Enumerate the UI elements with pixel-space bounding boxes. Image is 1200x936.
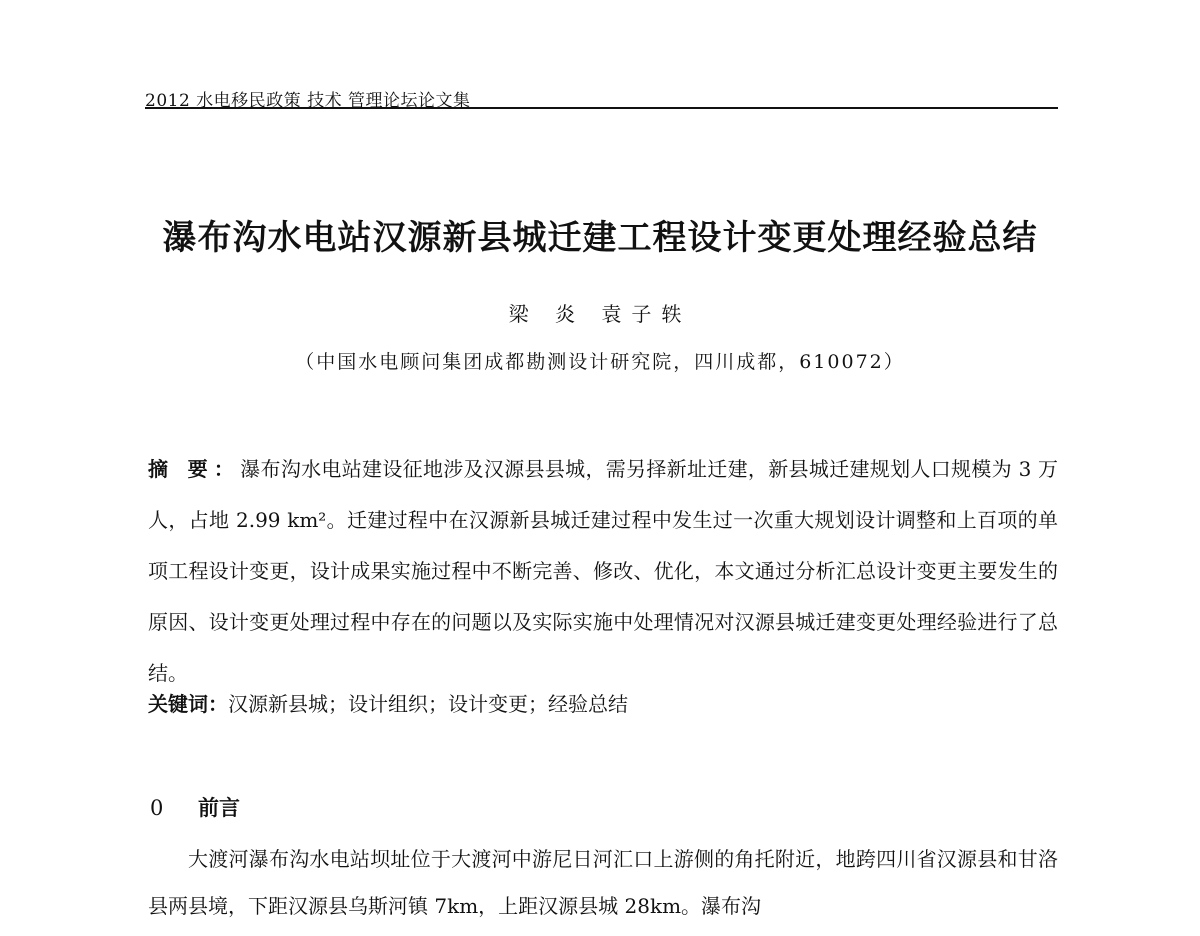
keywords	[148, 688, 1058, 717]
section-heading	[150, 792, 240, 822]
paper-authors: 梁 炎 袁子轶	[508, 302, 692, 326]
body-paragraph: 大渡河瀑布沟水电站坝址位于大渡河中游尼日河汇口上游侧的角托附近，地跨四川省汉源县和甘洛县两县境，下距汉源县乌斯河镇 7km，上距汉源县城 28km。瀑布沟	[148, 847, 1058, 918]
keywords-label: 关键词：	[148, 692, 228, 716]
abstract-text: 瀑布沟水电站建设征地涉及汉源县县城，需另择新址迁建，新县城迁建规划人口规模为 3 万人，占地 2.99 km²。迁建过程中在汉源新县城迁建过程中发生过一次重大规划设计调整和上百项的单项工程设计变更，设计成果实施过程中不断完善、修改、优化，本文通过分析汇总设计变更主要发生的原因、设计变更处理过程中存在的问题以及实际实施中处理情况对汉源县城迁建变更处理经验进行了总结。	[148, 457, 1058, 685]
header-rule	[145, 107, 1058, 109]
keywords-text: 汉源新县城；设计组织；设计变更；经验总结	[228, 692, 628, 716]
abstract	[148, 444, 1058, 699]
abstract-label: 摘 要：	[148, 457, 241, 481]
paper-affiliation: （中国水电顾问集团成都勘测设计研究院，四川成都，610072）	[295, 351, 905, 373]
section-number: 0	[150, 796, 164, 820]
section-title: 前言	[198, 795, 240, 820]
paper-title: 瀑布沟水电站汉源新县城迁建工程设计变更处理经验总结	[162, 218, 1038, 258]
running-header: 2012 水电移民政策 技术 管理论坛论文集	[145, 91, 471, 111]
